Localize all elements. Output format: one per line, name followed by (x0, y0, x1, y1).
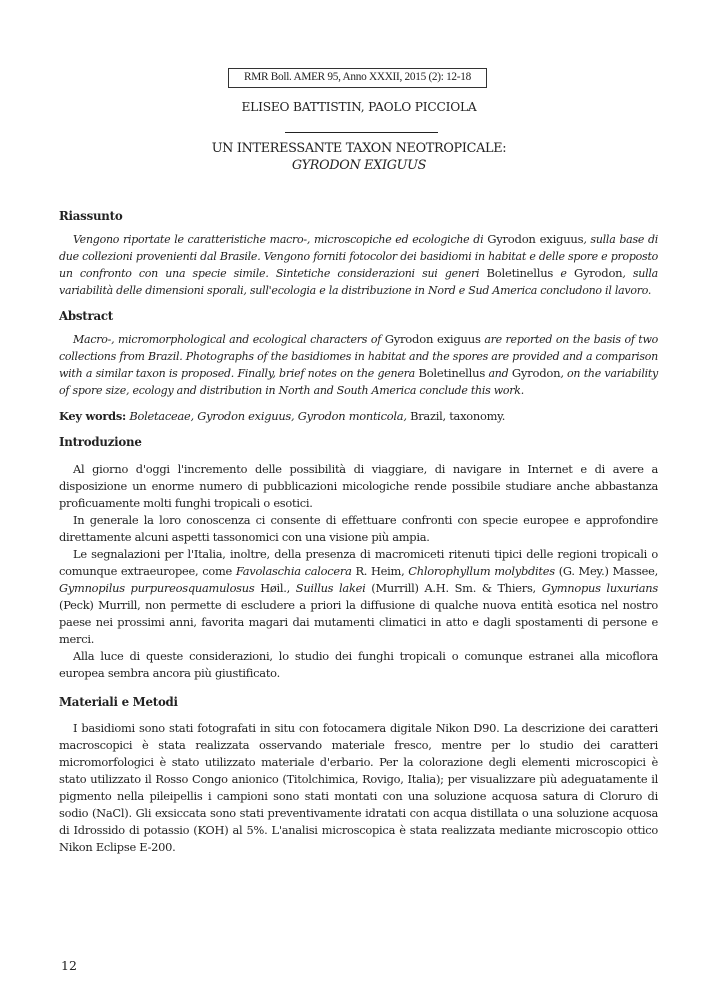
materiali-paragraph: I basidiomi sono stati fotografati in situ con fotocamera digitale Nikon D90. La descrizione dei caratteri macroscopici è stata realizzata osservando materiale fresco, mentre per lo studio dei caratteri micromorfologici è stato utilizzato materiale d'erbario. Per la colorazione degli elementi microscopici è stato utilizzato il Rosso Congo anionico (Titolchimica, Rovigo, Italia); per visualizzare più adeguatamente il pigmento nella pileipellis i campioni sono stati montati con una soluzione acquosa satura di Cloruro di sodio (NaCl). Gli exsiccata sono stati preventivamente idratati con acqua distillata o una soluzione acquosa di Idrossido di potassio (KOH) al 5%. L'analisi microscopica è stata realizzata mediante microscopio ottico Nikon Eclipse E-200. (59, 721, 658, 854)
text-run: R. Heim, (351, 564, 409, 578)
title-divider (285, 132, 438, 133)
section-heading-materiali: Materiali e Metodi (59, 695, 178, 709)
genus-name: Gyrodon (511, 366, 561, 380)
text-run: , sulla variabilità delle dimensioni sporali, sull'ecologia e la distribuzione in Nord e Sud America concludono il lavoro. (59, 267, 658, 297)
text-run: (Peck) Murrill, non permette di escludere a priori la diffusione di qualche nuova entità esotica nel nostro paese nei prossimi anni, favorita magari dai mutamenti climatici in atto e dagli spostamenti di persone e merci. (59, 598, 658, 646)
genus-name: Boletinellus (486, 266, 554, 280)
species-name: Gyrodon exiguus (384, 332, 481, 346)
title-line-1: UN INTERESSANTE TAXON NEOTROPICALE: (211, 141, 507, 156)
paper-title (0, 140, 718, 174)
species-name: Chlorophyllum molybdites (408, 564, 555, 578)
text-run: are reported on the basis of two collections from Brazil. Photographs of the basidiomes in habitat and the spores are provided and a comparison with a similar taxon is proposed. Finally, brief notes on the genera (59, 333, 659, 380)
paper-body (59, 208, 658, 856)
intro-paragraph-4: Alla luce di queste considerazioni, lo studio dei funghi tropicali o comunque estranei alla micoflora europea sembra ancora più giustificato. (59, 649, 658, 680)
text-run: , sulla base di due collezioni provenienti dal Brasile. Vengono forniti fotocolor dei basidiomi in habitat e delle spore e proposto un confronto con una specie simile. Sintetiche considerazioni sui generi (59, 233, 658, 280)
species-name: Suillus lakei (295, 581, 366, 595)
section-heading-abstract: Abstract (59, 309, 113, 323)
species-name: Gymnopilus purpureosquamulosus (59, 581, 255, 595)
keywords-label: Key words: (59, 409, 126, 423)
intro-paragraph-2: In generale la loro conoscenza ci consente di effettuare confronti con specie europee e approfondire direttamente alcuni aspetti tassonomici con una visione più ampia. (59, 513, 658, 544)
species-name: Favolaschia calocera (235, 564, 352, 578)
title-line-2: GYRODON EXIGUUS (291, 158, 427, 173)
text-run: Macro-, micromorphological and ecological characters of (73, 333, 385, 346)
genus-name: Boletinellus (418, 366, 486, 380)
intro-paragraph-1: Al giorno d'oggi l'incremento delle possibilità di viaggiare, di navigare in Internet e di avere a disposizione un enorme numero di pubblicazioni micologiche rende possibile studiare anche abbastanza proficuamente molti funghi tropicali o esotici. (59, 462, 658, 510)
keywords-line (59, 408, 658, 425)
riassunto-paragraph (59, 231, 658, 299)
text-run: and (485, 367, 512, 380)
text-run: (G. Mey.) Massee, (554, 564, 658, 578)
citation-box: RMR Boll. AMER 95, Anno XXXII, 2015 (2): 12-18 (228, 68, 487, 88)
text-run: Vengono riportate le caratteristiche macro-, microscopiche ed ecologiche di (73, 233, 488, 246)
authors: ELISEO BATTISTIN, PAOLO PICCIOLA (241, 100, 477, 114)
intro-paragraph-3 (59, 546, 658, 648)
text-run: Høil., (254, 581, 296, 595)
text-run: Le segnalazioni per l'Italia, inoltre, della presenza di macromiceti ritenuti tipici delle regioni tropicali o comunque extraeuropee, come (59, 547, 658, 578)
page-number: 12 (61, 958, 77, 973)
section-heading-riassunto: Riassunto (59, 209, 123, 223)
genus-name: Gyrodon (573, 266, 623, 280)
keywords-italic: Boletaceae, Gyrodon exiguus, Gyrodon monticola, (125, 409, 407, 423)
text-run: (Murrill) A.H. Sm. & Thiers, (365, 581, 542, 595)
text-run: , on the variability of spore size, ecology and distribution in North and South America conclude this work. (59, 367, 658, 397)
text-run: e (553, 267, 574, 280)
species-name: Gymnopus luxurians (541, 581, 658, 595)
keywords-plain: Brazil, taxonomy. (406, 409, 506, 423)
abstract-paragraph (59, 331, 658, 399)
species-name: Gyrodon exiguus (487, 232, 584, 246)
section-heading-introduzione: Introduzione (59, 435, 142, 449)
